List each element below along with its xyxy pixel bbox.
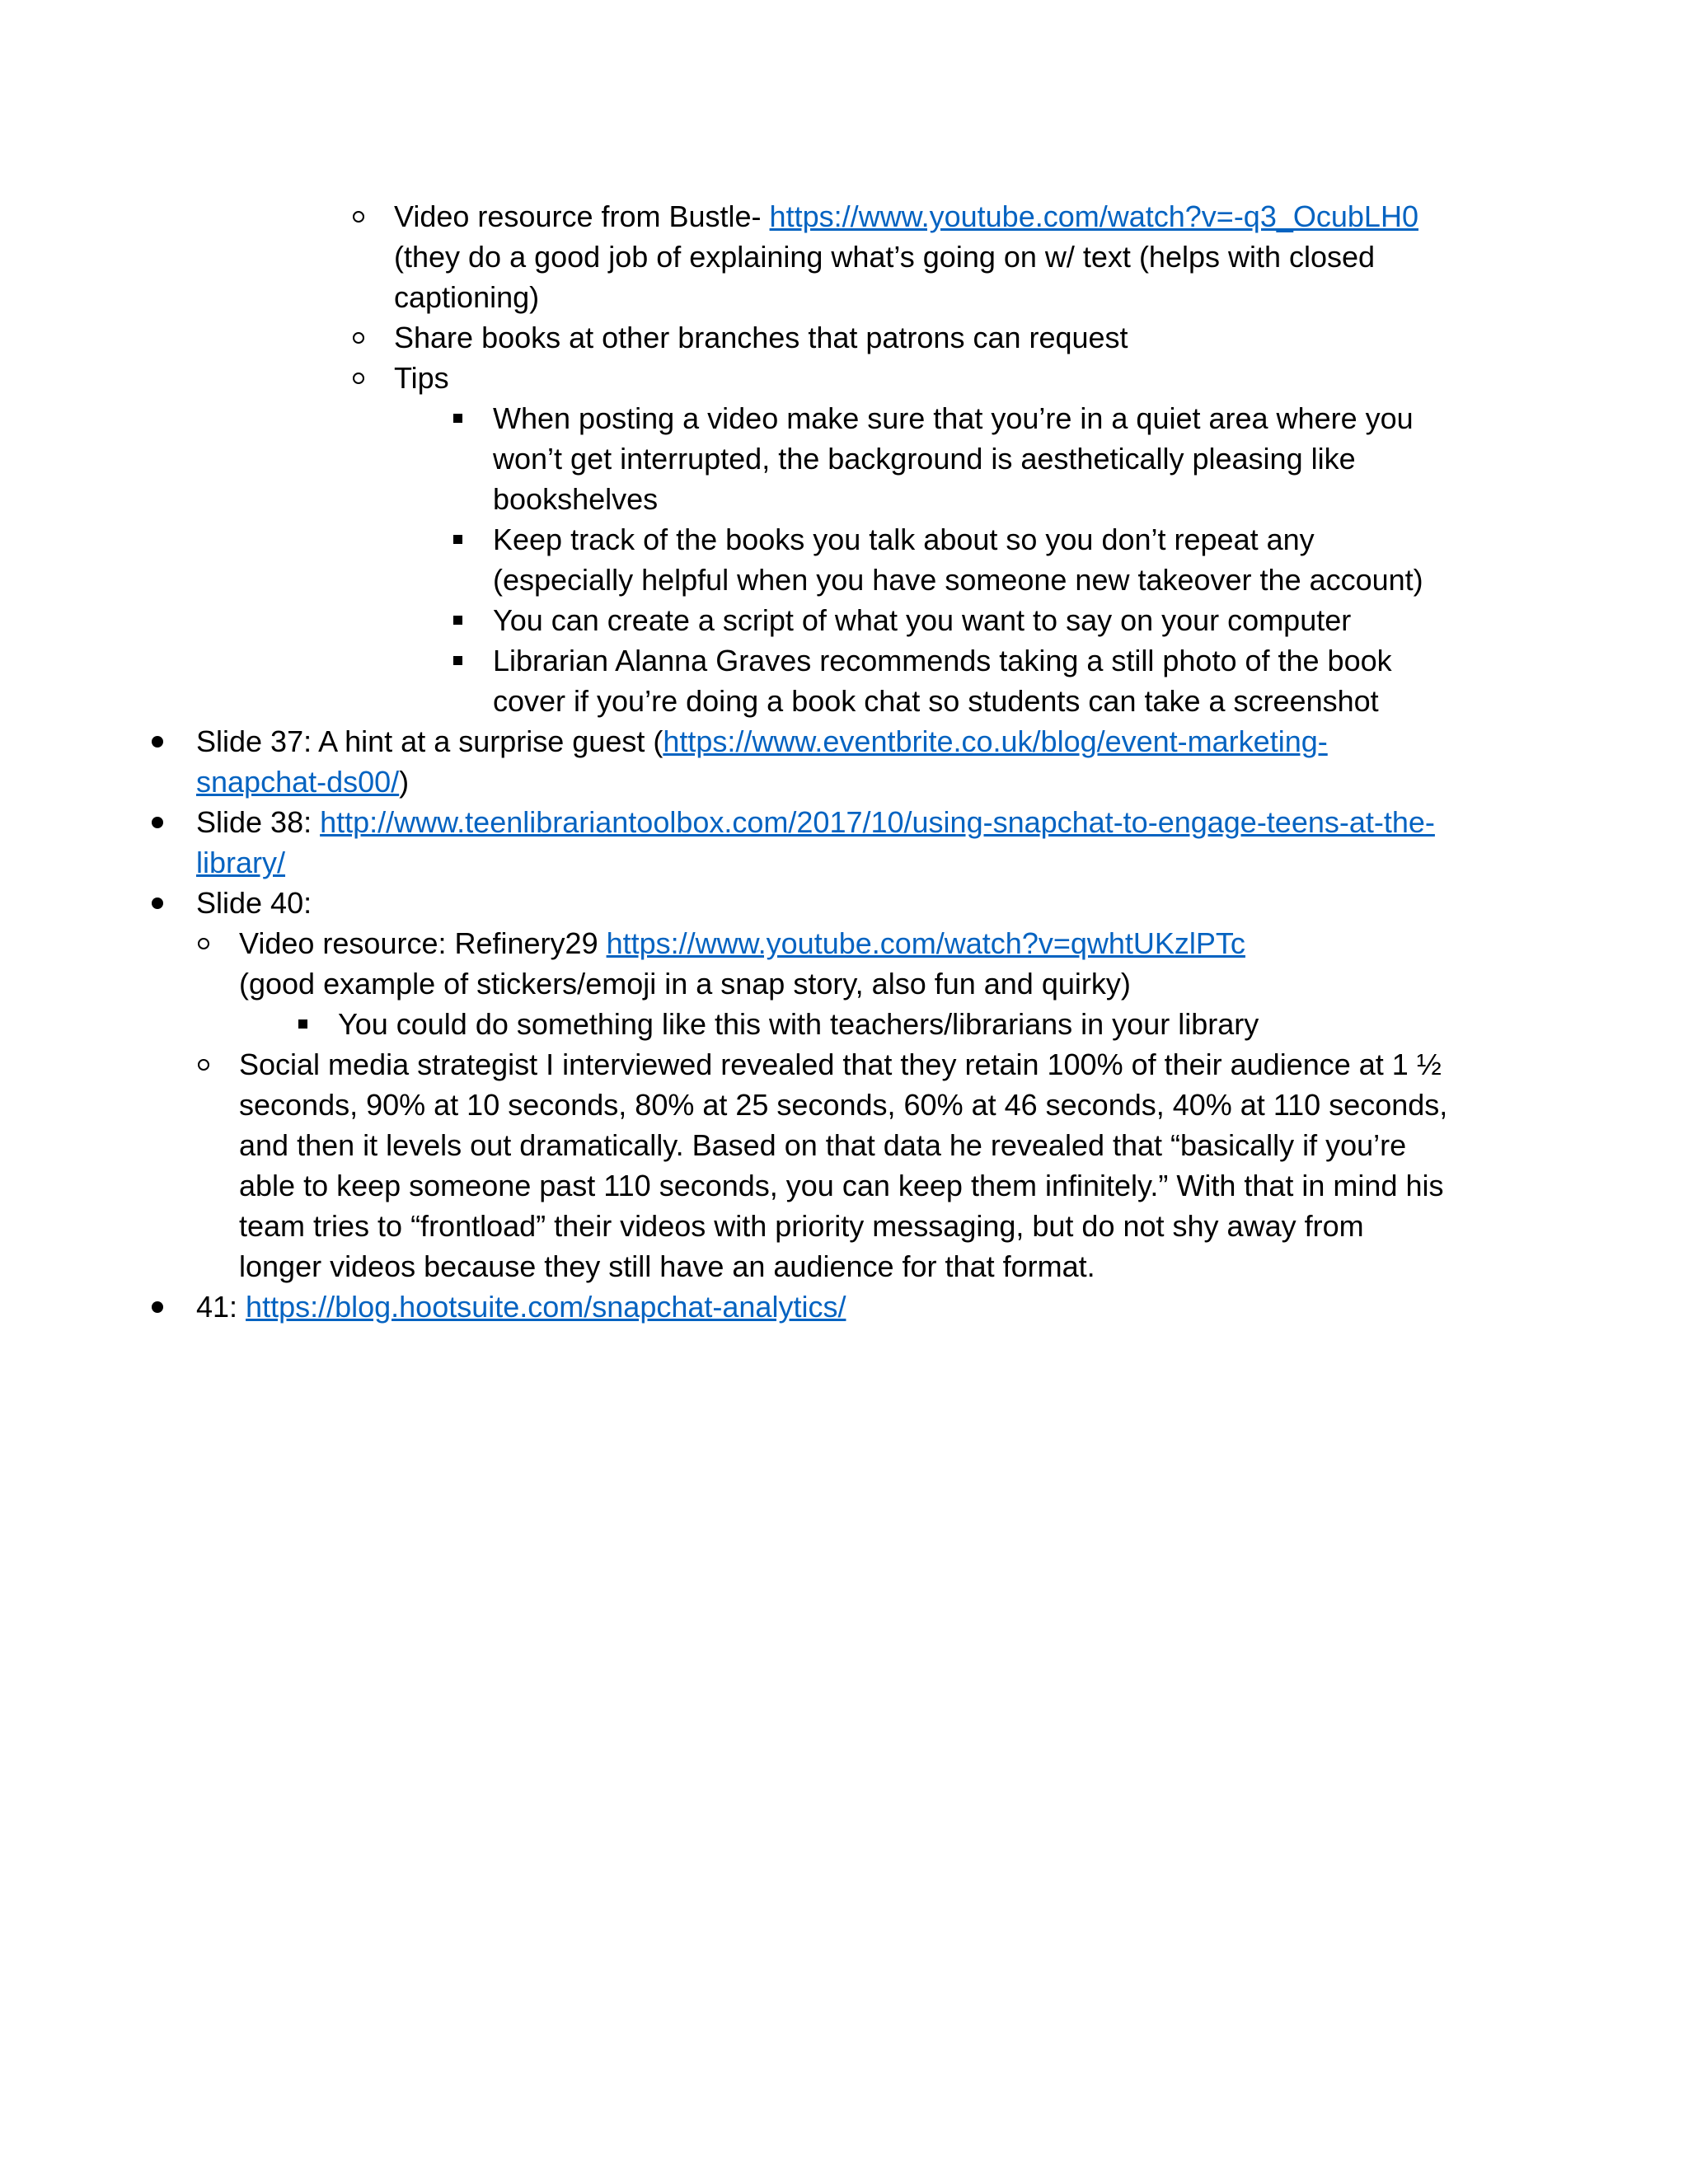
bustle-prefix: Video resource from Bustle- (394, 199, 770, 233)
strategist-text: Social media strategist I interviewed revealed that they retain 100% of their audience at 1 ½ seconds, 90% at 10 seconds, 80% at 25 seconds, 60% at 46 seconds, 40% at 110 seconds, and then it levels out dramatically. Based on that data he revealed that “basically if you’re able to keep someone past 110 seconds, you can keep them infinitely.” With that in mind his team tries to “frontload” their videos with priority messaging, but do not shy away from longer videos because they still have an audience for that format. (239, 1047, 1448, 1283)
disc-bullet-icon (145, 883, 170, 923)
refinery-tips-list (338, 1004, 1451, 1044)
list-item-slide-41 (140, 1286, 1451, 1327)
bustle-link[interactable]: https://www.youtube.com/watch?v=-q3_OcubLH0 (769, 199, 1418, 233)
slide-37-link[interactable]: https://www.eventbrite.co.uk/blog/event-marketing-snapchat-ds00/ (196, 724, 1328, 799)
tip-item (493, 398, 1451, 519)
tip-text: When posting a video make sure that you’re in a quiet area where you won’t get interrupted, the background is aesthetically pleasing like bookshelves (493, 401, 1414, 516)
tips-label: Tips (394, 361, 449, 395)
share-text: Share books at other branches that patrons can request (394, 321, 1128, 354)
refinery-link[interactable]: https://www.youtube.com/watch?v=qwhtUKzlPTc (606, 926, 1245, 960)
list-item-share (394, 317, 1451, 358)
document-body (196, 196, 1451, 1327)
tip-item (493, 519, 1451, 600)
slide-37-text: Slide 37: A hint at a surprise guest ( (196, 724, 663, 758)
tip-item (493, 600, 1451, 640)
continuation-holder (239, 196, 1451, 721)
list-item-tips (394, 358, 1451, 721)
top-continuation-wrapper (239, 196, 1451, 721)
tip-text: You could do something like this with teachers/librarians in your library (338, 1007, 1259, 1041)
square-bullet-icon (445, 519, 470, 560)
list-item-strategist (239, 1044, 1451, 1286)
tips-list (493, 398, 1451, 721)
circle-bullet-icon (191, 1044, 216, 1085)
list-item-refinery (239, 923, 1451, 1044)
slide-38-link[interactable]: http://www.teenlibrariantoolbox.com/2017/10/using-snapchat-to-engage-teens-at-the-library/ (196, 805, 1435, 879)
square-bullet-icon (290, 1004, 315, 1044)
refinery-prefix: Video resource: Refinery29 (239, 926, 607, 960)
slide-37-close: ) (399, 765, 410, 799)
slide-38-text: Slide 38: (196, 805, 321, 839)
disc-bullet-icon (145, 1286, 170, 1327)
list-item-slide-37 (140, 721, 1451, 802)
top-sub-list (394, 196, 1451, 721)
tip-text: Librarian Alanna Graves recommends taking a still photo of the book cover if you’re doing a book chat so students can take a screenshot (493, 644, 1392, 718)
circle-bullet-icon (191, 923, 216, 963)
refinery-note: (good example of stickers/emoji in a snap story, also fun and quirky) (239, 967, 1131, 1001)
tip-item (338, 1004, 1451, 1044)
square-bullet-icon (445, 600, 470, 640)
slide-41-link[interactable]: https://blog.hootsuite.com/snapchat-analytics/ (246, 1290, 846, 1324)
tip-text: You can create a script of what you want to say on your computer (493, 603, 1352, 637)
list-item-slide-38 (140, 802, 1451, 883)
slide-40-sub-list (239, 923, 1451, 1286)
circle-bullet-icon (346, 358, 371, 398)
disc-bullet-icon (145, 802, 170, 842)
square-bullet-icon (445, 398, 470, 438)
disc-bullet-icon (145, 721, 170, 762)
list-item-slide-40 (140, 883, 1451, 1286)
list-item-bustle (394, 196, 1451, 317)
slide-41-text: 41: (196, 1290, 246, 1324)
circle-bullet-icon (346, 317, 371, 358)
main-list (140, 721, 1451, 1327)
tip-item (493, 640, 1451, 721)
bustle-note: (they do a good job of explaining what’s going on w/ text (helps with closed captioning) (394, 240, 1376, 314)
circle-bullet-icon (346, 196, 371, 237)
slide-40-text: Slide 40: (196, 886, 312, 920)
square-bullet-icon (445, 640, 470, 681)
tip-text: Keep track of the books you talk about so you don’t repeat any (especially helpful when you have someone new takeover the account) (493, 523, 1423, 597)
